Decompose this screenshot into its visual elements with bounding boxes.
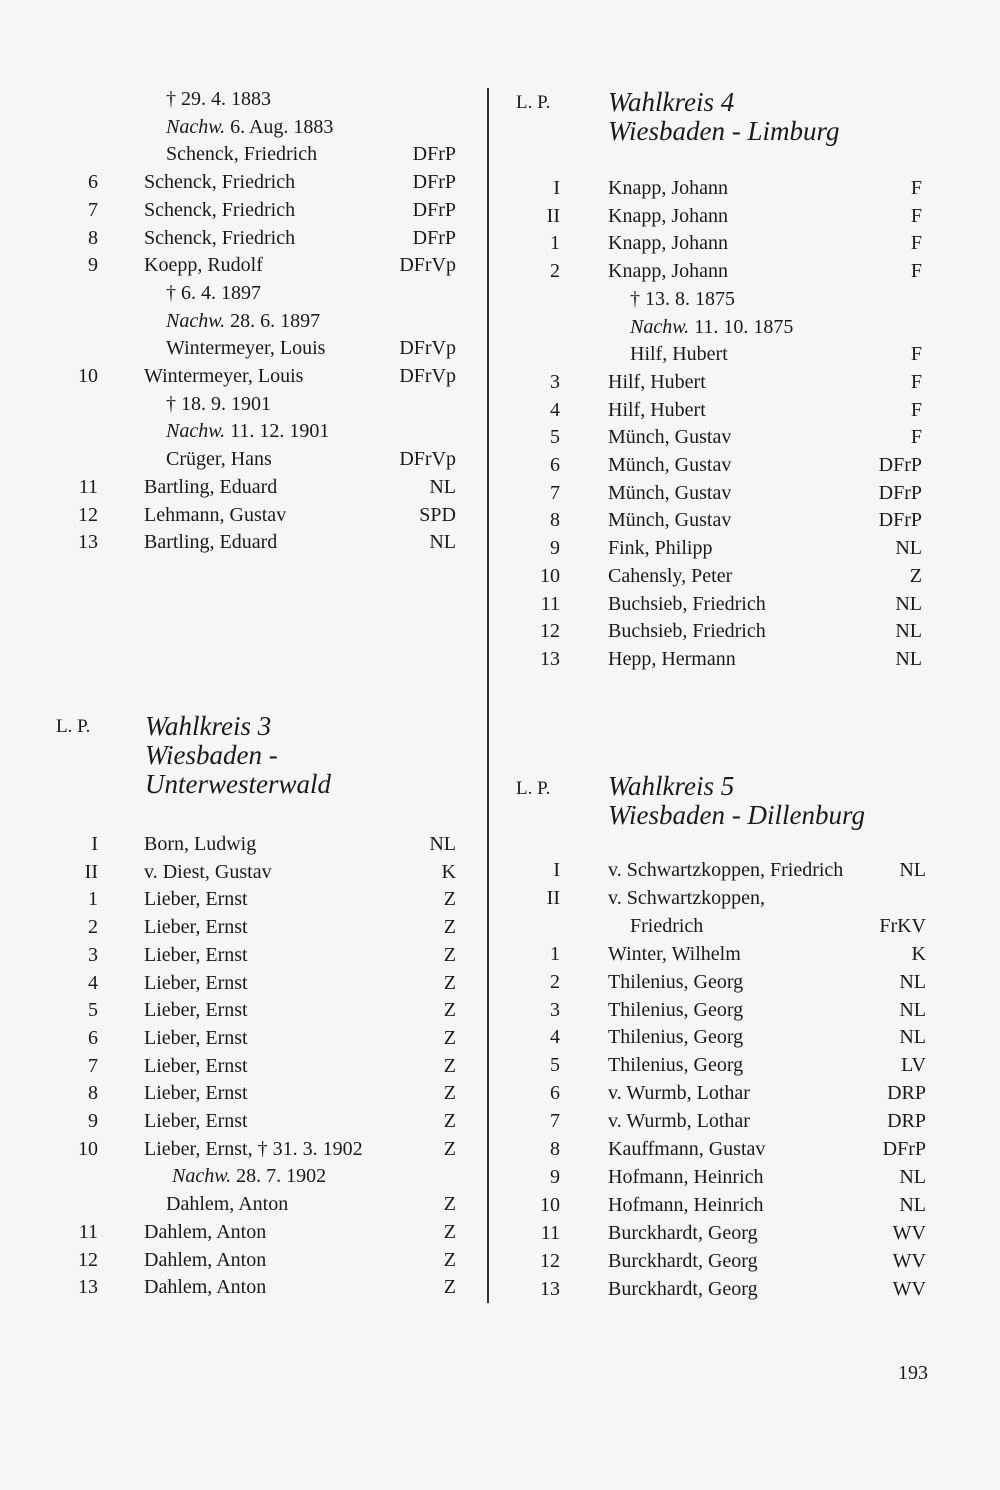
- party-abbreviation: DRP: [887, 1082, 926, 1105]
- legislative-period: 2: [550, 260, 560, 283]
- table-row: [0, 1276, 1000, 1302]
- member-name: [630, 913, 703, 939]
- member-name-text: Münch, Gustav: [608, 426, 732, 449]
- legislative-period: 9: [88, 1110, 98, 1132]
- member-name-text: † 18. 9. 1901: [166, 392, 271, 415]
- member-name: [608, 1080, 750, 1106]
- member-name-text: Hepp, Hermann: [608, 647, 736, 670]
- member-name: [166, 86, 271, 112]
- party-abbreviation: Z: [443, 1054, 456, 1077]
- legislative-period: 12: [78, 503, 98, 526]
- member-name: [608, 997, 743, 1023]
- successor-note-label: Nachw.: [166, 115, 226, 138]
- wahlkreis5-title-line: Wiesbaden - Dillenburg: [608, 800, 865, 830]
- member-name: [630, 286, 735, 312]
- member-name-text: Burckhardt, Georg: [608, 1249, 758, 1272]
- table-row: [0, 397, 1000, 423]
- table-row: [0, 1164, 1000, 1190]
- member-name-text: Thilenius, Georg: [608, 1054, 744, 1077]
- member-name: [608, 941, 741, 967]
- party-abbreviation: DFrVp: [399, 448, 456, 471]
- member-name-text: Münch, Gustav: [608, 454, 732, 476]
- member-name-text: † 13. 8. 1875: [630, 287, 735, 310]
- legislative-period: 3: [88, 943, 98, 966]
- member-name-text: Lieber, Ernst: [144, 999, 248, 1022]
- member-name-text: Knapp, Johann: [608, 177, 728, 199]
- table-row: [0, 1248, 1000, 1274]
- member-name-text: v. Wurmb, Lothar: [608, 1082, 750, 1105]
- table-row: [0, 831, 1000, 857]
- party-abbreviation: DFrP: [878, 509, 922, 532]
- table-row: [0, 1024, 1000, 1050]
- party-abbreviation: NL: [899, 998, 926, 1021]
- legislative-period: 7: [550, 1110, 560, 1133]
- table-row: [0, 286, 1000, 312]
- member-name: [608, 1024, 743, 1050]
- legislative-period: 8: [550, 509, 560, 532]
- table-row: [0, 857, 1000, 883]
- table-row: [0, 535, 1000, 561]
- party-abbreviation: DFrP: [882, 1138, 926, 1160]
- member-name-text: Lieber, Ernst: [144, 916, 248, 939]
- party-abbreviation: F: [910, 260, 922, 283]
- member-name: [608, 480, 731, 506]
- wahlkreis3-title-line: Wiesbaden -: [145, 740, 278, 770]
- table-row: [0, 203, 1000, 229]
- member-name-text: Knapp, Johann: [608, 204, 728, 227]
- member-name-text: Koepp, Rudolf: [144, 254, 263, 277]
- legislative-period: 9: [550, 1165, 560, 1188]
- member-name-text: Bartling, Eduard: [144, 475, 278, 498]
- member-name-text: Lieber, Ernst: [144, 971, 248, 994]
- wahlkreis3-title-line: Wahlkreis 3: [145, 711, 272, 741]
- table-row: [0, 230, 1000, 256]
- legislative-period: 6: [88, 171, 98, 194]
- legislative-period: 10: [78, 365, 98, 387]
- party-abbreviation: F: [910, 177, 922, 199]
- table-row: [0, 369, 1000, 395]
- member-name-text: Wintermeyer, Louis: [144, 365, 304, 387]
- legislative-period: 12: [540, 620, 560, 643]
- legislative-period: 11: [540, 592, 560, 615]
- legislative-period: 7: [88, 198, 98, 221]
- table-row: [0, 314, 1000, 340]
- member-name-text: v. Wurmb, Lothar: [608, 1110, 750, 1133]
- member-name-text: Burckhardt, Georg: [608, 1221, 758, 1244]
- member-name-text: Schenck, Friedrich: [144, 226, 296, 249]
- legislative-period: 3: [550, 998, 560, 1021]
- legislative-period: 9: [88, 254, 98, 277]
- wahlkreis3-title: [145, 712, 331, 799]
- legislative-period: 11: [78, 475, 98, 498]
- member-name-text: Winter, Wilhelm: [608, 942, 741, 965]
- table-row: [0, 913, 1000, 939]
- member-name-text: 6. Aug. 1883: [225, 115, 334, 138]
- member-name-text: Cahensly, Peter: [608, 564, 733, 587]
- legislative-period: 13: [540, 647, 560, 670]
- member-name: [608, 591, 766, 617]
- member-name-text: Hilf, Hubert: [608, 398, 706, 421]
- party-abbreviation: Z: [443, 1110, 456, 1132]
- wahlkreis3-title-line: Unterwesterwald: [145, 769, 331, 799]
- successor-note-label: Nachw.: [630, 315, 690, 338]
- member-name-text: Kauffmann, Gustav: [608, 1138, 766, 1160]
- legislative-period: 6: [550, 1082, 560, 1105]
- member-name-text: Buchsieb, Friedrich: [608, 592, 766, 615]
- successor-note-label: Nachw.: [172, 1165, 232, 1188]
- party-abbreviation: F: [910, 370, 922, 393]
- member-name: [608, 230, 728, 256]
- member-name-text: Schenck, Friedrich: [144, 198, 296, 221]
- member-name-text: Lieber, Ernst: [144, 1026, 248, 1049]
- party-abbreviation: NL: [429, 833, 456, 855]
- member-name: [608, 1248, 758, 1274]
- member-name: [166, 141, 317, 167]
- party-abbreviation: Z: [443, 1220, 456, 1243]
- wahlkreis4-title: [608, 88, 840, 146]
- table-row: [0, 885, 1000, 911]
- wahlkreis5-title: [608, 772, 865, 830]
- legislative-period: 10: [540, 564, 560, 587]
- wahlkreis4-title-line: Wahlkreis 4: [608, 87, 735, 117]
- party-abbreviation: F: [910, 426, 922, 449]
- party-abbreviation: DFrP: [412, 226, 456, 249]
- member-name-text: Hilf, Hubert: [630, 343, 728, 366]
- table-row: [0, 563, 1000, 589]
- party-abbreviation: NL: [899, 1165, 926, 1188]
- legislative-period: 12: [78, 1248, 98, 1271]
- party-abbreviation: DFrP: [878, 454, 922, 476]
- legislative-period: 4: [88, 971, 98, 994]
- table-row: [0, 1052, 1000, 1078]
- legislative-period: I: [553, 859, 560, 881]
- table-row: [0, 646, 1000, 672]
- member-name: [630, 314, 793, 340]
- table-row: [0, 1080, 1000, 1106]
- member-name-text: Dahlem, Anton: [166, 1193, 289, 1216]
- party-abbreviation: NL: [895, 620, 922, 643]
- table-row: [0, 1108, 1000, 1134]
- member-name-text: Wintermeyer, Louis: [166, 337, 326, 360]
- table-row: [0, 997, 1000, 1023]
- table-row: [0, 141, 1000, 167]
- party-abbreviation: NL: [429, 531, 456, 554]
- table-row: [0, 424, 1000, 450]
- legislative-period: 8: [88, 226, 98, 249]
- member-name-text: Thilenius, Georg: [608, 998, 744, 1021]
- party-abbreviation: DFrP: [412, 143, 456, 166]
- successor-note-label: Nachw.: [166, 420, 226, 443]
- member-name-text: Münch, Gustav: [608, 509, 732, 532]
- member-name: [608, 563, 732, 589]
- table-row: [0, 1192, 1000, 1218]
- table-row: [0, 480, 1000, 506]
- member-name: [166, 114, 333, 140]
- legislative-period: 5: [550, 1054, 560, 1077]
- member-name-text: Dahlem, Anton: [144, 1248, 267, 1271]
- legislative-period: 10: [78, 1137, 98, 1160]
- party-abbreviation: SPD: [419, 503, 456, 526]
- member-name-text: Schenck, Friedrich: [144, 171, 296, 194]
- member-name: [608, 618, 766, 644]
- member-name-text: Lehmann, Gustav: [144, 503, 287, 526]
- party-abbreviation: NL: [895, 537, 922, 560]
- member-name-text: Thilenius, Georg: [608, 1026, 744, 1049]
- legislative-period: 10: [540, 1193, 560, 1216]
- party-abbreviation: Z: [443, 1248, 456, 1271]
- member-name-text: Knapp, Johann: [608, 232, 728, 255]
- member-name: [608, 369, 706, 395]
- table-row: [0, 114, 1000, 140]
- party-abbreviation: F: [910, 204, 922, 227]
- member-name: [608, 1276, 758, 1302]
- wahlkreis4-title-line: Wiesbaden - Limburg: [608, 116, 840, 146]
- party-abbreviation: NL: [895, 592, 922, 615]
- table-row: [0, 86, 1000, 112]
- wahlkreis5-title-line: Wahlkreis 5: [608, 771, 735, 801]
- legislative-period: 13: [78, 531, 98, 554]
- party-abbreviation: LV: [901, 1054, 926, 1077]
- legislative-period: 1: [550, 942, 560, 965]
- member-name-text: v. Schwartzkoppen, Friedrich: [608, 859, 844, 881]
- legislative-period: 11: [540, 1221, 560, 1244]
- table-row: [0, 341, 1000, 367]
- legislative-period: I: [91, 833, 98, 855]
- party-abbreviation: DFrVp: [399, 337, 456, 360]
- member-name: [608, 452, 731, 478]
- party-abbreviation: DFrVp: [399, 254, 456, 277]
- member-name-text: 11. 10. 1875: [689, 315, 794, 338]
- party-abbreviation: F: [910, 232, 922, 255]
- party-abbreviation: Z: [443, 1137, 456, 1160]
- member-name: [608, 1108, 750, 1134]
- party-abbreviation: WV: [892, 1221, 926, 1244]
- member-name-text: Born, Ludwig: [144, 833, 257, 855]
- party-abbreviation: Z: [443, 943, 456, 966]
- member-name-text: Hofmann, Heinrich: [608, 1193, 764, 1216]
- member-name-text: Schenck, Friedrich: [166, 143, 318, 166]
- party-abbreviation: DFrVp: [399, 365, 456, 387]
- member-name: [608, 175, 728, 201]
- member-name-text: Knapp, Johann: [608, 260, 728, 283]
- legislative-period: 4: [550, 1026, 560, 1049]
- member-name-text: Bartling, Eduard: [144, 531, 278, 554]
- member-name-text: 28. 7. 1902: [231, 1165, 327, 1188]
- member-name: [608, 258, 728, 284]
- party-abbreviation: DFrP: [878, 481, 922, 504]
- party-abbreviation: NL: [899, 1026, 926, 1049]
- member-name-text: Buchsieb, Friedrich: [608, 620, 766, 643]
- member-name-text: Dahlem, Anton: [144, 1220, 267, 1243]
- party-abbreviation: Z: [443, 888, 456, 911]
- member-name-text: 28. 6. 1897: [225, 309, 321, 332]
- member-name: [608, 424, 731, 450]
- wahlkreis3-lp-label: L. P.: [56, 716, 91, 737]
- table-row: [0, 1136, 1000, 1162]
- legislative-period: 9: [550, 537, 560, 560]
- wahlkreis5-lp-label: L. P.: [516, 778, 551, 799]
- party-abbreviation: F: [910, 343, 922, 366]
- member-name-text: Lieber, Ernst: [144, 943, 248, 966]
- member-name-text: Münch, Gustav: [608, 481, 732, 504]
- party-abbreviation: NL: [895, 647, 922, 670]
- member-name-text: Lieber, Ernst: [144, 888, 248, 911]
- table-row: [0, 618, 1000, 644]
- member-name-text: † 29. 4. 1883: [166, 88, 271, 110]
- member-name-text: v. Schwartzkoppen,: [608, 886, 765, 909]
- member-name: [608, 969, 743, 995]
- member-name-text: Friedrich: [630, 914, 704, 937]
- member-name: [608, 885, 765, 911]
- party-abbreviation: WV: [892, 1277, 926, 1300]
- party-abbreviation: DRP: [887, 1110, 926, 1133]
- member-name-text: Fink, Philipp: [608, 537, 713, 560]
- party-abbreviation: Z: [443, 916, 456, 939]
- legislative-period: 5: [88, 999, 98, 1022]
- wahlkreis4-lp-label: L. P.: [516, 92, 551, 113]
- legislative-period: 8: [88, 1082, 98, 1105]
- legislative-period: II: [84, 860, 98, 883]
- member-name-text: Crüger, Hans: [166, 448, 272, 471]
- party-abbreviation: DFrP: [412, 171, 456, 194]
- table-row: [0, 175, 1000, 201]
- table-row: [0, 1220, 1000, 1246]
- member-name: [608, 857, 843, 883]
- successor-note-label: Nachw.: [166, 309, 226, 332]
- table-row: [0, 507, 1000, 533]
- member-name-text: v. Diest, Gustav: [144, 860, 272, 883]
- legislative-period: 12: [540, 1249, 560, 1272]
- member-name: [608, 646, 736, 672]
- table-row: [0, 452, 1000, 478]
- legislative-period: 3: [550, 370, 560, 393]
- legislative-period: 8: [550, 1138, 560, 1160]
- member-name-text: Lieber, Ernst, † 31. 3. 1902: [144, 1137, 363, 1160]
- member-name-text: Hofmann, Heinrich: [608, 1165, 764, 1188]
- party-abbreviation: K: [441, 860, 456, 883]
- member-name: [608, 507, 731, 533]
- legislative-period: 13: [78, 1276, 98, 1299]
- legislative-period: 6: [550, 454, 560, 476]
- member-name-text: Lieber, Ernst: [144, 1054, 248, 1077]
- legislative-period: 6: [88, 1026, 98, 1049]
- member-name-text: Burckhardt, Georg: [608, 1277, 758, 1300]
- legislative-period: 1: [550, 232, 560, 255]
- member-name: [608, 397, 706, 423]
- party-abbreviation: F: [910, 398, 922, 421]
- member-name-text: 11. 12. 1901: [225, 420, 330, 443]
- member-name: [608, 1136, 765, 1162]
- legislative-period: II: [546, 886, 560, 909]
- member-name-text: Hilf, Hubert: [608, 370, 706, 393]
- member-name: [608, 1220, 758, 1246]
- member-name-text: † 6. 4. 1897: [166, 281, 261, 304]
- party-abbreviation: NL: [899, 970, 926, 993]
- party-abbreviation: DFrP: [412, 198, 456, 221]
- legislative-period: 7: [88, 1054, 98, 1077]
- member-name: [608, 535, 712, 561]
- party-abbreviation: NL: [899, 1193, 926, 1216]
- party-abbreviation: Z: [443, 1026, 456, 1049]
- party-abbreviation: NL: [429, 475, 456, 498]
- party-abbreviation: Z: [443, 1276, 456, 1299]
- member-name: [608, 1052, 743, 1078]
- member-name: [608, 203, 728, 229]
- legislative-period: II: [546, 204, 560, 227]
- member-name: [630, 341, 728, 367]
- member-name-text: Dahlem, Anton: [144, 1276, 267, 1299]
- legislative-period: 11: [78, 1220, 98, 1243]
- party-abbreviation: K: [911, 942, 926, 965]
- member-name: [608, 1164, 764, 1190]
- party-abbreviation: Z: [909, 564, 922, 587]
- member-name: [608, 1192, 764, 1218]
- legislative-period: 13: [540, 1277, 560, 1300]
- party-abbreviation: Z: [443, 1082, 456, 1105]
- party-abbreviation: WV: [892, 1249, 926, 1272]
- page-number: 193: [898, 1362, 928, 1384]
- legislative-period: I: [553, 177, 560, 199]
- party-abbreviation: FrKV: [879, 914, 926, 937]
- member-name-text: Lieber, Ernst: [144, 1082, 248, 1105]
- member-name-text: Thilenius, Georg: [608, 970, 744, 993]
- legislative-period: 5: [550, 426, 560, 449]
- party-abbreviation: Z: [443, 1193, 456, 1216]
- party-abbreviation: Z: [443, 999, 456, 1022]
- legislative-period: 2: [550, 970, 560, 993]
- legislative-period: 2: [88, 916, 98, 939]
- member-name-text: Lieber, Ernst: [144, 1110, 248, 1132]
- party-abbreviation: NL: [899, 859, 926, 881]
- table-row: [0, 941, 1000, 967]
- table-row: [0, 591, 1000, 617]
- legislative-period: 4: [550, 398, 560, 421]
- table-row: [0, 258, 1000, 284]
- table-row: [0, 969, 1000, 995]
- legislative-period: 1: [88, 888, 98, 911]
- legislative-period: 7: [550, 481, 560, 504]
- member-name: [144, 831, 256, 857]
- party-abbreviation: Z: [443, 971, 456, 994]
